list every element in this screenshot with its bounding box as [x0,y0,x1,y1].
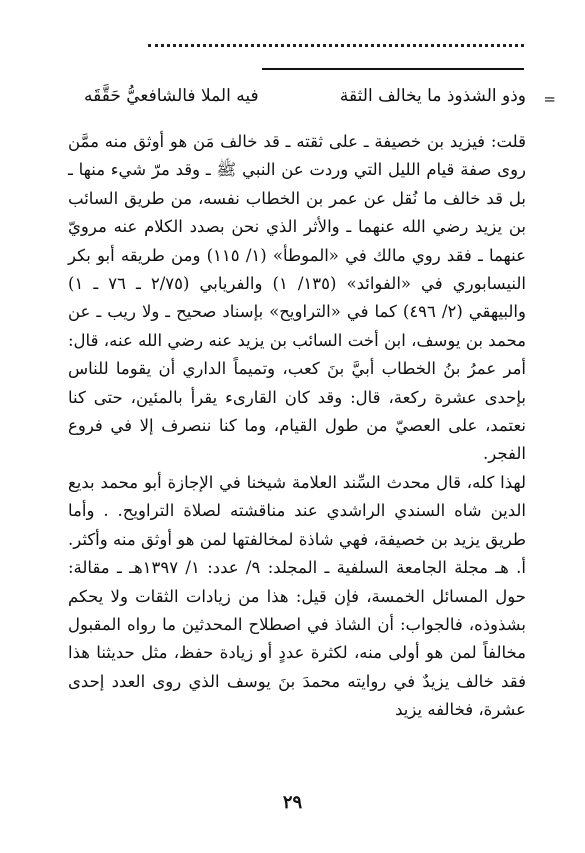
verse-second-hemistich: فيه الملا فالشافعيُّ حَقَّقَه [84,86,259,106]
footnote-body [68,128,526,725]
paragraph: قلت: فيزيد بن خصيفة ـ على ثقته ـ قد خالف مَن هو أوثق منه ممَّن روى صفة قيام الليل التي وردت عن النبي ﷺ ـ وقد مرّ شيء منها ـ بل قد خالف ما نُقل عن عمر بن الخطاب نفسه، من طريق السائب بن يزيد رضي الله عنهما ـ والأثر الذي نحن بصدد الكلام عنه مرويّ عنهما ـ فقد روي مالك في «الموطأ» (١/ ١١٥) ومن طريقه أبو بكر النيسابوري في «الفوائد» (١٣٥/ ١) والفريابي (٢/٧٥ ـ ٧٦ ـ ١) والبيهقي (٢/ ٤٩٦) كما في «التراويح» بإسناد صحيح ـ ولا ريب ـ عن محمد بن يوسف، ابن أخت السائب بن يزيد عنه رضي الله عنه، قال: أمر عمرُ بنُ الخطاب أبيَّ بنَ كعب، وتميماً الداري أن يقوما للناس بإحدى عشرة ركعة، قال: وقد كان القارىء يقرأ بالمئين، حتى كنا نعتمد، على العصيّ من طول القيام، وما كنا ننصرف إلا في فروع الفجر. [68,132,527,464]
quoted-verse [60,86,556,118]
paragraph: لهذا كله، قال محدث السِّند العلامة شيخنا في الإجازة أبو محمد بديع الدين شاه السندي الراشدي عند مناقشته لصلاة التراويح. . وأما طريق يزيد بن خصيفة، فهي شاذة لمخالفتها لمن هو أوثق منه وأكثر. أ. هـ مجلة الجامعة السلفية ـ المجلد: ٩/ عدد: ١/ ١٣٩٧هـ ـ مقالة: حول المسائل الخمسة، فإن قيل: هذا من زيادات الثقات ولا يحكم بشذوذه، فالجواب: أن الشاذ في اصطلاح المحدثين ما رواه المقبول مخالفاً لمن هو أولى منه، لكثرة عددٍ أو زيادة حفظ، مثل حديثنا هذا فقد خالف يزيدٌ في روايته محمدَ بنَ يوسف الذي روى العدد إحدى عشرة، فخالفه يزيد [68,472,526,720]
footnote-solid-separator [262,68,524,70]
verse-first-hemistich: وذو الشذوذ ما يخالف الثقة [339,86,526,106]
page-number: ٢٩ [282,792,303,813]
continuation-marker: = [543,90,556,108]
footnote-dotted-separator [148,44,524,47]
